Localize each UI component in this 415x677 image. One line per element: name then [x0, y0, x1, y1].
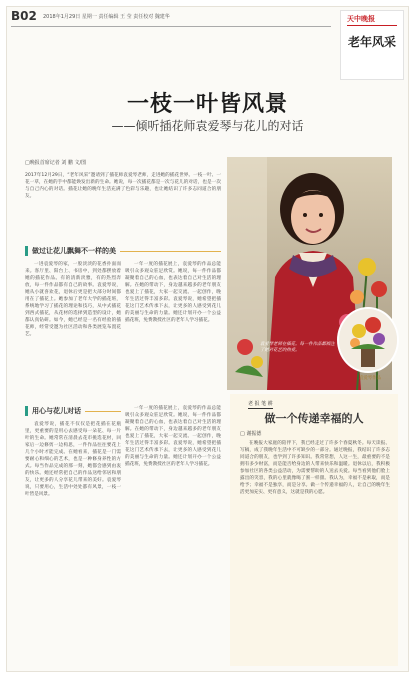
- section-rule: [85, 411, 121, 412]
- sidebar-text: [240, 440, 390, 662]
- photo-caption: 袁爱琴老师在插花。每一件作品都倾注了她对花艺的热爱。: [260, 342, 335, 353]
- section-1-column-2: [125, 261, 221, 401]
- section-rule: [120, 251, 221, 252]
- sidebar-paragraph: 在晚报大家庭的陪伴下，我已经走过了许多个春夏秋冬。每天读报、写稿，成了我晚年生活中不可缺少的一部分。通过晚报，我结识了许多志同道合的朋友，也学到了许多知识。我常常想，人这一生，最重要的不是拥有多少财富，而是能否给身边的人带来快乐和温暖。退休以后，我积极参加社区的各类公益活动，为需要帮助的人送去关爱。每当看到他们脸上露出的笑容，我的心里就像喝了蜜一样甜。我认为，幸福不是索取，而是给予；幸福不是独享，而是分享。做一个传递幸福的人，让自己的晚年生活更加充实、更有意义，这就是我的心愿。: [240, 441, 390, 495]
- header-divider: [11, 26, 331, 27]
- section-marker: [25, 246, 28, 256]
- inset-photo: [337, 307, 399, 373]
- article-intro: 2017年12月29日，“老年风采”邀请到了插花师袁爱琴老师，走进她的插花世界。一枝一叶、一花一草，在她的手中都能焕发出新的生命。她说，每一次插花都是一次与花儿的对话，也是一次与自己内心的对话。插花让她的晚年生活充满了色彩与乐趣，也让她结识了许多志同道合的朋友。: [25, 173, 221, 199]
- section-heading-1: [25, 245, 221, 257]
- section-brand-box: [340, 10, 404, 80]
- inset-caption: 袁爱琴作品: [359, 376, 381, 381]
- sidebar-column: [230, 394, 398, 666]
- section-1-column-1: [25, 261, 121, 401]
- column-paragraph: 一年一度的插花展上，袁爱琴的作品总能吸引众多观众驻足欣赏。她说，每一件作品都凝聚着自己的心血，也表达着自己对生活的理解。在她的带动下，身边越来越多的老年朋友也爱上了插花，大家一起交流、一起创作，晚年生活过得丰富多彩。袁爱琴说，她希望把插花这门艺术传承下去，让更多的人感受到花儿的美丽与生命的力量。她还计划开办一个公益插花班，免费教授社区的老年人学习插花。: [125, 406, 221, 467]
- subheadline: ——倾听插花师袁爱琴与花儿的对话: [111, 119, 304, 133]
- newspaper-logo: 天中晚报: [347, 14, 375, 23]
- section-heading-text: 用心与花儿对话: [32, 407, 81, 415]
- brand-divider: [347, 25, 397, 26]
- sidebar-label: 老 报 笔 耕: [248, 401, 273, 407]
- section-2-column-1: [25, 421, 121, 666]
- column-paragraph: 一年一度的插花展上，袁爱琴的作品总能吸引众多观众驻足欣赏。她说，每一件作品都凝聚着自己的心血，也表达着自己对生活的理解。在她的带动下，身边越来越多的老年朋友也爱上了插花，大家一起交流、一起创作，晚年生活过得丰富多彩。袁爱琴说，她希望把插花这门艺术传承下去，让更多的人感受到花儿的美丽与生命的力量。她还计划开办一个公益插花班，免费教授社区的老年人学习插花。: [125, 262, 221, 323]
- article-byline: □晚报首席记者 刘 鹏 文/图: [25, 160, 87, 166]
- section-heading-2: [25, 405, 121, 417]
- section-heading-text: 做过让花儿飘舞不一样的美: [32, 247, 116, 255]
- headline: 一枝一叶皆风景: [126, 92, 288, 117]
- page-number: B02: [11, 9, 37, 23]
- sidebar-byline: □ 谢振德: [240, 431, 262, 437]
- sidebar-title: 做一个传递幸福的人: [264, 412, 364, 425]
- section-2-paragraph: 袁爱琴说，插花不仅仅是把花插在花瓶里，更重要的是用心去感受每一朵花、每一片叶的生命。她常常在清晨去花市挑选花材，回家后一边修剪一边构思，一件作品往往要花上几个小时才能完成。在她看来，插花是一门需要耐心和细心的艺术，也是一种修身养性的方式。每当作品完成的那一刻，她都会感到由衷的快乐。她还经常把自己的作品送给邻居和朋友，让更多的人分享花儿带来的美好。袁爱琴说，只要用心，生活中处处都有风景，一枝一叶皆是风景。: [25, 422, 121, 497]
- section-1-paragraph: 一进袁爱琴的家，一股淡淡的花香扑面而来。客厅里、阳台上、书房中，到处都摆放着她的插花作品。有的清新淡雅，有的热烈奔放，每一件作品都有自己的故事。袁爱琴说，她从小就喜欢花，退休后更是把大部分时间都用在了插花上。她参加了老年大学的插花班，系统地学习了插花的理论和技巧，从中式插花到西式插花，从花材的选择到造型的设计，她都认真钻研。如今，她已经是一名有经验的插花师，经常受邀为社区活动和各类展览布置花艺。: [25, 262, 121, 337]
- section-marker: [25, 406, 28, 416]
- header-meta: 2018年1月29日 星期一 责任编辑 王 莹 责任校对 魏建华: [43, 14, 170, 20]
- newspaper-page: [7, 7, 408, 671]
- section-2-column-2: [125, 405, 221, 666]
- flower-arrangement-image: [339, 309, 397, 371]
- section-title: 老年风采: [347, 35, 396, 49]
